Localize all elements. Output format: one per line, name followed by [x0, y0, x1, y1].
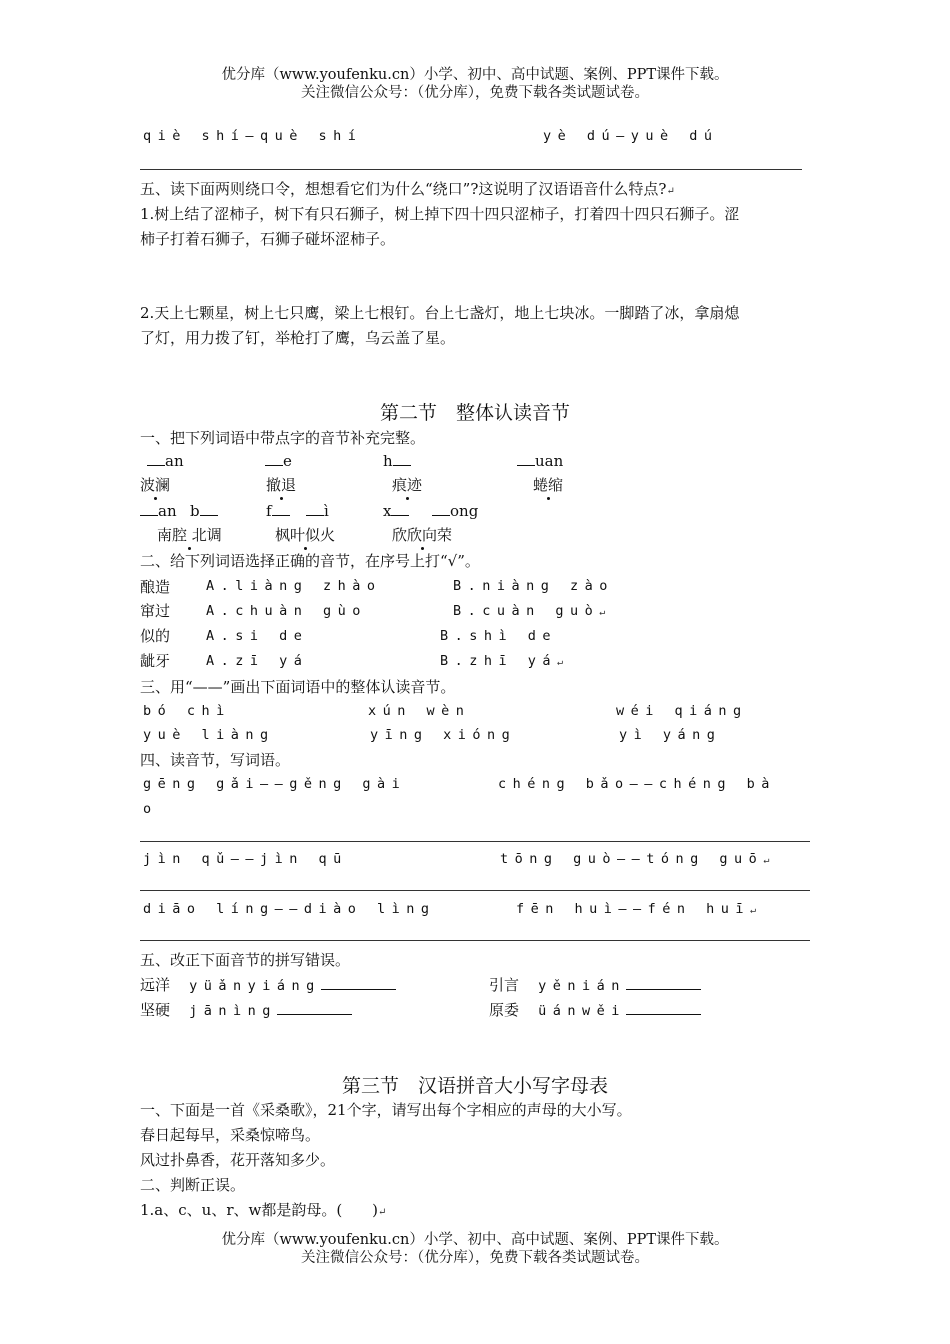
s2-q2-heading: 二、给下列词语选择正确的音节，在序号上打“√”。: [140, 552, 480, 570]
q4-row3-right: fēn huì——fén huī↵: [516, 901, 763, 917]
page-header-line2: 关注微信公众号：（优分库），免费下载各类试题试卷。: [301, 85, 649, 101]
q2-word-2: 窜过: [140, 602, 171, 620]
q3-item-4: yuè liàng: [143, 727, 275, 743]
q5-heading: 五、读下面两则绕口令，想想看它们为什么“绕口”?这说明了汉语语音什么特点?↵: [140, 180, 675, 198]
q5-item-1: 远洋 yüǎnyiáng: [140, 974, 396, 995]
q2-option-b-4: B.zhī yá↵: [440, 653, 570, 669]
hint-e: e: [265, 452, 292, 470]
s3-q1-heading: 一、下面是一首《采桑歌》，21个字，请写出每个字相应的声母的大小写。: [140, 1101, 632, 1119]
word-xinxin-xiangrong: 欣欣向荣: [392, 526, 453, 544]
q5-item-2: 引言 yěnián: [489, 974, 701, 995]
word-nanqiang-beidiao: 南腔 北调: [157, 526, 222, 544]
word-bolan: 波澜: [140, 476, 171, 494]
q2-option-a-2: A.chuàn gùo: [206, 603, 367, 619]
s2-q1-heading: 一、把下列词语中带点字的音节补充完整。: [140, 429, 426, 447]
answer-line: [140, 940, 810, 941]
tongue-twister-2-line2: 了灯，用力拨了钉，举枪打了鹰，乌云盖了星。: [140, 329, 456, 347]
q3-item-2: xún wèn: [368, 703, 471, 719]
hint-x: x: [383, 502, 409, 520]
hint-h: h: [383, 452, 411, 470]
hint-an: an: [147, 452, 184, 470]
q3-item-1: bó chì: [143, 703, 231, 719]
answer-line: [140, 169, 802, 170]
s2-q3-heading: 三、用“——”画出下面词语中的整体认读音节。: [140, 678, 456, 696]
q5-item-3: 坚硬 jānìng: [140, 999, 352, 1020]
word-quansuo: 蜷缩: [533, 476, 564, 494]
pinyin-pair-left: qiè shí—què shí: [143, 128, 363, 144]
q4-row1-wrap: o: [143, 801, 158, 817]
hint-an-2: an: [140, 502, 177, 520]
q3-item-6: yì yáng: [619, 727, 722, 743]
word-chetui: 撤退: [266, 476, 297, 494]
word-henji: 痕迹: [392, 476, 423, 494]
q4-row1-right: chéng bǎo——chéng bà: [498, 776, 776, 792]
q2-option-a-3: A.si de: [206, 628, 309, 644]
hint-i: ì: [306, 502, 329, 520]
q2-word-3: 似的: [140, 627, 171, 645]
q2-word-1: 酿造: [140, 578, 171, 596]
q5-item-4: 原委 üánwěi: [489, 999, 701, 1020]
section2-title: 第二节 整体认读音节: [379, 402, 570, 424]
q2-option-b-3: B.shì de: [440, 628, 558, 644]
tongue-twister-1-line2: 柿子打着石狮子，石狮子碰坏涩柿子。: [140, 230, 396, 248]
answer-line: [140, 890, 810, 891]
q4-row2-left: jìn qǔ——jìn qū: [143, 851, 348, 867]
s2-q4-heading: 四、读音节，写词语。: [140, 751, 291, 769]
s3-q2-heading: 二、判断正误。: [140, 1176, 246, 1194]
page-header-line1: 优分库（www.youfenku.cn）小学、初中、高中试题、案例、PPT课件下载。: [221, 67, 729, 83]
poem-line-2: 风过扑鼻香，花开落知多少。: [140, 1151, 336, 1169]
answer-line: [140, 841, 810, 842]
hint-uan: uan: [517, 452, 563, 470]
s3-q2-item1: 1.a、c、u、r、w都是韵母。( )↵: [140, 1201, 387, 1219]
tongue-twister-1-line1: 1.树上结了涩柿子，树下有只石狮子，树上掉下四十四只涩柿子，打着四十四只石狮子。涩: [140, 205, 740, 223]
q4-row3-left: diāo líng——diào lìng: [143, 901, 436, 917]
q4-row1-left: gēng gǎi——gěng gài: [143, 776, 407, 792]
word-fengye-sihuo: 枫叶似火: [275, 526, 336, 544]
pinyin-pair-right: yè dú—yuè dú: [543, 128, 719, 144]
q2-option-a-4: A.zī yá: [206, 653, 309, 669]
page-footer-line2: 关注微信公众号：（优分库），免费下载各类试题试卷。: [301, 1250, 649, 1266]
q3-item-5: yīng xióng: [370, 727, 517, 743]
q3-item-3: wéi qiáng: [616, 703, 748, 719]
q2-option-b-2: B.cuàn guò↵: [453, 603, 612, 619]
section3-title: 第三节 汉语拼音大小写字母表: [341, 1075, 608, 1097]
q2-option-a-1: A.liàng zhào: [206, 578, 382, 594]
q2-option-b-1: B.niàng zào: [453, 578, 614, 594]
hint-b: b: [190, 502, 218, 520]
page-footer-line1: 优分库（www.youfenku.cn）小学、初中、高中试题、案例、PPT课件下载。: [221, 1232, 729, 1248]
tongue-twister-2-line1: 2.天上七颗星，树上七只鹰，梁上七根钉。台上七盏灯，地上七块冰。一脚踏了冰，拿扇熄: [140, 304, 740, 322]
poem-line-1: 春日起每早，采桑惊啼鸟。: [140, 1126, 321, 1144]
q2-word-4: 龇牙: [140, 652, 171, 670]
hint-ong: ong: [432, 502, 478, 520]
q4-row2-right: tōng guò——tóng guō↵: [500, 851, 776, 867]
hint-f: f: [266, 502, 290, 520]
s2-q5-heading: 五、改正下面音节的拼写错误。: [140, 951, 351, 969]
